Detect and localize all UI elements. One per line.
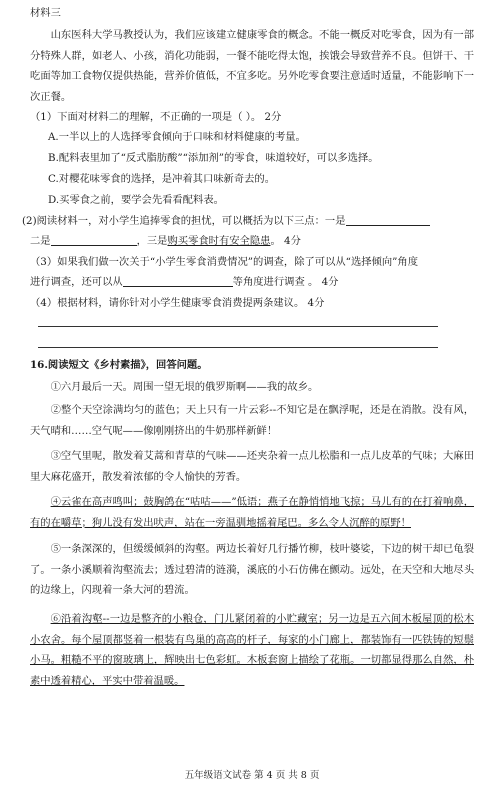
question-2-text-5: 。 4分 (270, 235, 301, 247)
answer-blank-3[interactable] (123, 274, 233, 287)
question-2-text-1: (2)阅读材料一，对小学生追捧零食的担忧，可以概括为以下三点：一是 (22, 215, 346, 227)
paragraph-3: ③空气里呢，散发着艾蒿和青草的气味——还夹杂着一点儿松脂和一点儿皮革的气味；大麻田里大麻花盛开，散发着浓郁的令人愉快的芳香。 (30, 450, 474, 483)
question-2-text-4: 购买零食时有安全隐患 (167, 235, 271, 247)
question-2-text-2: 二是 (30, 235, 51, 247)
answer-blank-2[interactable] (51, 233, 137, 246)
section-16-title: 16.阅读短文《乡村素描》，回答问题。 (30, 359, 208, 371)
question-4-stem: （4）根据材料，请你针对小学生健康零食消费提两条建议。 4分 (30, 297, 325, 309)
answer-line-2[interactable] (38, 347, 438, 348)
question-3-text-1: 进行调查，还可以从 (30, 276, 123, 288)
question-2-text-3: ，三是 (136, 235, 168, 247)
paragraph-2: ②整个天空涂满均匀的蓝色；天上只有一片云彩--不知它是在飘浮呢，还是在消散。没有风，天气晴和……空气呢——像刚刚挤出的牛奶那样新鲜！ (30, 404, 474, 437)
material-title: 材料三 (30, 7, 61, 19)
question-1-stem: （1）下面对材料二的理解，不正确的一项是（ ）。 2分 (30, 111, 282, 123)
answer-line-1[interactable] (38, 326, 438, 327)
question-1-option-b: B.配料表里加了“反式脂肪酸”“添加剂”的零食，味道较好，可以多选择。 (48, 152, 379, 164)
page-footer: 五年级语文试卷 第 4 页 共 8 页 (184, 770, 320, 781)
question-3-line-2 (30, 272, 338, 292)
question-1-option-c: C.对樱花味零食的选择，是冲着其口味新奇去的。 (48, 173, 276, 185)
answer-blank-1[interactable] (346, 213, 430, 226)
paragraph-4: ④云雀在高声鸣叫；鼓胸鸽在“咕咕——”低语；燕子在静悄悄地飞掠；马儿有的在打着响鼻，有的在嚼草；狗儿没有发出吠声，站在一旁温驯地摇着尾巴。多么令人沉醉的原野！ (30, 496, 474, 529)
material-paragraph: 山东医科大学马教授认为，我们应该建立健康零食的概念。不能一概反对吃零食，因为有一部分特殊人群，如老人、小孩，消化功能弱，一餐不能吃得太饱，挨饿会导致营养不良。但饼干、干吃面等加工食物仅提供热能，营养价值低，不宜多吃。另外吃零食要注意适时适量，不能影响下一次正餐。 (30, 29, 474, 103)
question-2-line-1 (22, 211, 430, 231)
paragraph-1: ①六月最后一天。周围一望无垠的俄罗斯啊——我的故乡。 (50, 381, 319, 393)
paragraph-5: ⑤一条深深的，但缓缓倾斜的沟壑。两边长着好几行播竹柳，枝叶婆娑，下边的树干却已龟裂了。一条小溪顺着沟壑流去；透过碧清的涟漪，溪底的小石仿佛在颤动。远处，在天空和大地尽头的边缘上，闪现着一条大河的碧流。 (30, 543, 474, 596)
question-3-line-1: （3）如果我们做一次关于“小学生零食消费情况”的调查，除了可以从“选择倾向”角度 (30, 256, 418, 268)
paragraph-6: ⑥沿着沟壑--一边是整齐的小粮仓，门儿紧闭着的小贮藏室；另一边是五六间木板屋顶的松木小农舍。每个屋顶都竖着一根装有鸟巢的高高的杆子，每家的小门廊上，都装饰有一匹铁铸的短鬃小马。粗糙不平的窗玻璃上，辉映出七色彩虹。木板套窗上描绘了花瓶。一切都显得那么自然，朴素中透着精心，平实中带着温暖。 (30, 613, 474, 687)
question-1-option-d: D.买零食之前，要学会先看看配料表。 (48, 194, 224, 206)
question-1-option-a: A.一半以上的人选择零食倾向于口味和材料健康的考量。 (48, 131, 306, 143)
question-3-text-2: 等角度进行调查 。 4分 (232, 276, 339, 288)
question-2-line-2 (30, 231, 301, 251)
